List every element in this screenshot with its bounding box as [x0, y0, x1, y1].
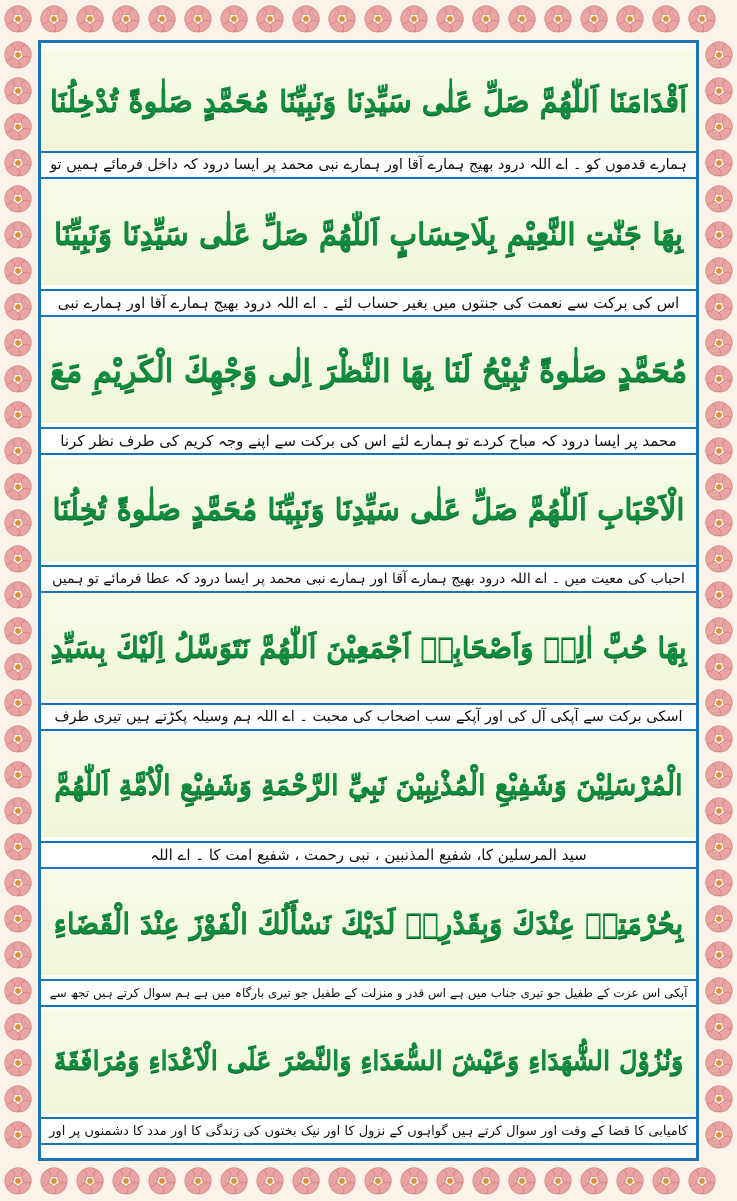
urdu-translation-8 [41, 1117, 696, 1145]
urdu-translation-text: ہمارے قدموں کو ۔ اے اللہ درود بھیج ہمارے آقا اور ہمارے نبی محمد پر ایسا درود کہ داخل فرمائے ہمیں تو [50, 157, 687, 173]
flower-icon [704, 618, 734, 647]
flower-icon [704, 582, 734, 611]
flower-icon [471, 6, 501, 35]
arabic-verse-text: بِحُرْمَتِهٖ عِنْدَكَ وَبِقَدْرِهٖ لَدَيْكَ نَسْأَلُكَ الْفَوْزَ عِنْدَ الْقَضَاءِ [53, 906, 684, 940]
flower-icon [3, 1050, 33, 1079]
arabic-verse-text: بِهَا جَنّٰتِ النَّعِيْمِ بِلَاحِسَابٍ اَللّٰهُمَّ صَلِّ عَلٰى سَيِّدِنَا وَنَبِيِّنَا [53, 215, 684, 251]
content-panel [38, 40, 699, 1161]
flower-icon [3, 294, 33, 323]
flower-icon [3, 510, 33, 539]
flower-icon [704, 78, 734, 107]
flower-icon [3, 258, 33, 287]
flower-icon [704, 906, 734, 935]
flower-icon [3, 114, 33, 143]
arabic-verse-text: الْاَحْبَابِ اَللّٰهُمَّ صَلِّ عَلٰى سَيِّدِنَا وَنَبِيِّنَا مُحَمَّدٍ صَلٰوةً تُخِلُنَا [52, 492, 685, 526]
flower-icon [327, 6, 357, 35]
flower-icon [543, 1168, 573, 1197]
flower-icon [183, 1168, 213, 1197]
arabic-verse-3 [41, 319, 696, 423]
flower-icon [704, 474, 734, 503]
flower-icon [704, 438, 734, 467]
flower-icon [3, 942, 33, 971]
flower-icon [363, 6, 393, 35]
flower-icon [704, 654, 734, 683]
flower-icon [3, 690, 33, 719]
flower-icon [704, 1014, 734, 1043]
flower-icon [3, 762, 33, 791]
flower-icon [399, 1168, 429, 1197]
flower-icon [3, 582, 33, 611]
flower-icon [704, 762, 734, 791]
flower-icon [291, 6, 321, 35]
flower-icon [219, 1168, 249, 1197]
flower-icon [111, 1168, 141, 1197]
flower-icon [579, 1168, 609, 1197]
flower-icon [147, 6, 177, 35]
flower-icon [255, 6, 285, 35]
flower-icon [3, 6, 33, 35]
flower-icon [183, 6, 213, 35]
flower-icon [219, 6, 249, 35]
flower-icon [75, 6, 105, 35]
arabic-verse-text: اَقْدَامَنَا اَللّٰهُمَّ صَلِّ عَلٰى سَيِّدِنَا وَنَبِيِّنَا مُحَمَّدٍ صَلٰوةً تُدْخِلُنَا [49, 84, 688, 118]
urdu-translation-text: اس کی برکت سے نعمت کی جنتوں میں بغیر حساب لئے ۔ اے اللہ درود بھیج ہمارے آقا اور ہمارے نبی [57, 294, 680, 312]
flower-icon [704, 1122, 734, 1151]
urdu-translation-text: احباب کی معیت میں ۔ اے اللہ درود بھیج ہمارے آقا اور ہمارے نبی محمد پر ایسا درود کہ عطا فرمائے تو ہمیں [52, 571, 685, 587]
flower-icon [704, 798, 734, 827]
flower-icon [651, 6, 681, 35]
flower-icon [704, 834, 734, 863]
flower-icon [111, 6, 141, 35]
flower-icon [3, 1014, 33, 1043]
flower-icon [3, 618, 33, 647]
flower-icon [704, 150, 734, 179]
urdu-translation-5 [41, 703, 696, 731]
arabic-verse-text: وَنُزُوْلَ الشُّهَدَاءِ وَعَيْشَ السُّعَدَاءِ وَالنَّصْرَ عَلَى الْاَعْدَاءِ وَمُرَافَقَةَ [53, 1046, 684, 1076]
flower-icon [3, 1122, 33, 1151]
flower-icon [3, 330, 33, 359]
urdu-translation-7 [41, 979, 696, 1007]
flower-icon [704, 258, 734, 287]
flower-icon [704, 186, 734, 215]
flower-icon [704, 1086, 734, 1115]
flower-icon [704, 222, 734, 251]
arabic-verse-5 [41, 595, 696, 699]
flower-icon [471, 1168, 501, 1197]
arabic-verse-6 [41, 733, 696, 837]
flower-icon [327, 1168, 357, 1197]
flower-icon [704, 942, 734, 971]
flower-icon [3, 1168, 33, 1197]
arabic-verse-2 [41, 181, 696, 285]
flower-icon [704, 402, 734, 431]
flower-icon [615, 1168, 645, 1197]
flower-icon [3, 906, 33, 935]
urdu-translation-4 [41, 565, 696, 593]
flower-icon [255, 1168, 285, 1197]
flower-icon [363, 1168, 393, 1197]
urdu-translation-2 [41, 289, 696, 317]
flower-icon [147, 1168, 177, 1197]
flower-icon [3, 438, 33, 467]
urdu-translation-6 [41, 841, 696, 869]
flower-icon [3, 798, 33, 827]
arabic-verse-7 [41, 871, 696, 975]
flower-icon [3, 654, 33, 683]
flower-icon [507, 6, 537, 35]
flower-icon [3, 1086, 33, 1115]
flower-icon [704, 870, 734, 899]
flower-icon [687, 1168, 717, 1197]
urdu-translation-1 [41, 151, 696, 179]
arabic-verse-text: الْمُرْسَلِيْنَ وَشَفِيْعِ الْمُذْنِبِيْنَ نَبِيِّ الرَّحْمَةِ وَشَفِيْعِ الْاُمَّةِ اَللّٰهُمَّ [54, 769, 683, 801]
flower-icon [3, 726, 33, 755]
flower-icon [704, 726, 734, 755]
flower-icon [3, 366, 33, 395]
flower-icon [3, 546, 33, 575]
flower-icon [3, 186, 33, 215]
flower-icon [3, 978, 33, 1007]
flower-icon [704, 114, 734, 143]
flower-icon [704, 42, 734, 71]
urdu-translation-text: محمد پر ایسا درود کہ مباح کردے تو ہمارے لئے اس کی برکت سے اپنے وجہ کریم کی طرف نظر کرنا [60, 432, 677, 450]
flower-icon [3, 402, 33, 431]
urdu-translation-text: آپکی اس عزت کے طفیل جو تیری جناب میں ہے اس قدر و منزلت کے طفیل جو تیری بارگاہ میں ہے ہم سوال کرتے ہیں تجھ سے [49, 986, 688, 1000]
flower-icon [704, 690, 734, 719]
flower-icon [3, 222, 33, 251]
flower-icon [704, 366, 734, 395]
flower-icon [75, 1168, 105, 1197]
flower-icon [3, 870, 33, 899]
flower-icon [651, 1168, 681, 1197]
flower-icon [615, 6, 645, 35]
arabic-verse-text: مُحَمَّدٍ صَلٰوةً تُبِيْحُ لَنَا بِهَا النَّظْرَ اِلٰى وَجْهِكَ الْكَرِيْمِ مَعَ [49, 353, 688, 389]
flower-icon [3, 42, 33, 71]
arabic-verse-4 [41, 457, 696, 561]
flower-icon [704, 1050, 734, 1079]
urdu-translation-text: کامیابی کا قضا کے وقت اور سوال کرتے ہیں گواہوں کے نزول کا اور نیک بختوں کی زندگی کا اور مدد کا دشمنوں پر اور [49, 1123, 688, 1139]
arabic-verse-8 [41, 1009, 696, 1113]
flower-icon [704, 510, 734, 539]
flower-icon [3, 150, 33, 179]
flower-icon [704, 978, 734, 1007]
flower-icon [291, 1168, 321, 1197]
flower-icon [704, 330, 734, 359]
flower-icon [399, 6, 429, 35]
flower-icon [3, 834, 33, 863]
flower-icon [704, 294, 734, 323]
flower-icon [39, 1168, 69, 1197]
flower-icon [435, 6, 465, 35]
urdu-translation-3 [41, 427, 696, 455]
flower-icon [435, 1168, 465, 1197]
flower-icon [704, 546, 734, 575]
flower-icon [3, 474, 33, 503]
arabic-verse-1 [41, 49, 696, 153]
flower-icon [687, 6, 717, 35]
flower-icon [3, 78, 33, 107]
flower-icon [507, 1168, 537, 1197]
urdu-translation-text: اسکی برکت سے آپکی آل کی اور آپکے سب اصحاب کی محبت ۔ اے اللہ ہم وسیلہ پکڑتے ہیں تیری طرف [54, 709, 683, 725]
flower-icon [579, 6, 609, 35]
arabic-verse-text: بِهَا حُبَّ اٰلِهٖ وَاَصْحَابِهٖ اَجْمَعِيْنَ اَللّٰهُمَّ نَتَوَسَّلُ اِلَيْكَ بِسَيِّدِ [50, 630, 687, 664]
urdu-translation-text: سید المرسلین کا، شفیع المذنبین ، نبی رحمت ، شفیع امت کا ۔ اے اللہ [150, 846, 587, 864]
flower-icon [39, 6, 69, 35]
flower-icon [543, 6, 573, 35]
